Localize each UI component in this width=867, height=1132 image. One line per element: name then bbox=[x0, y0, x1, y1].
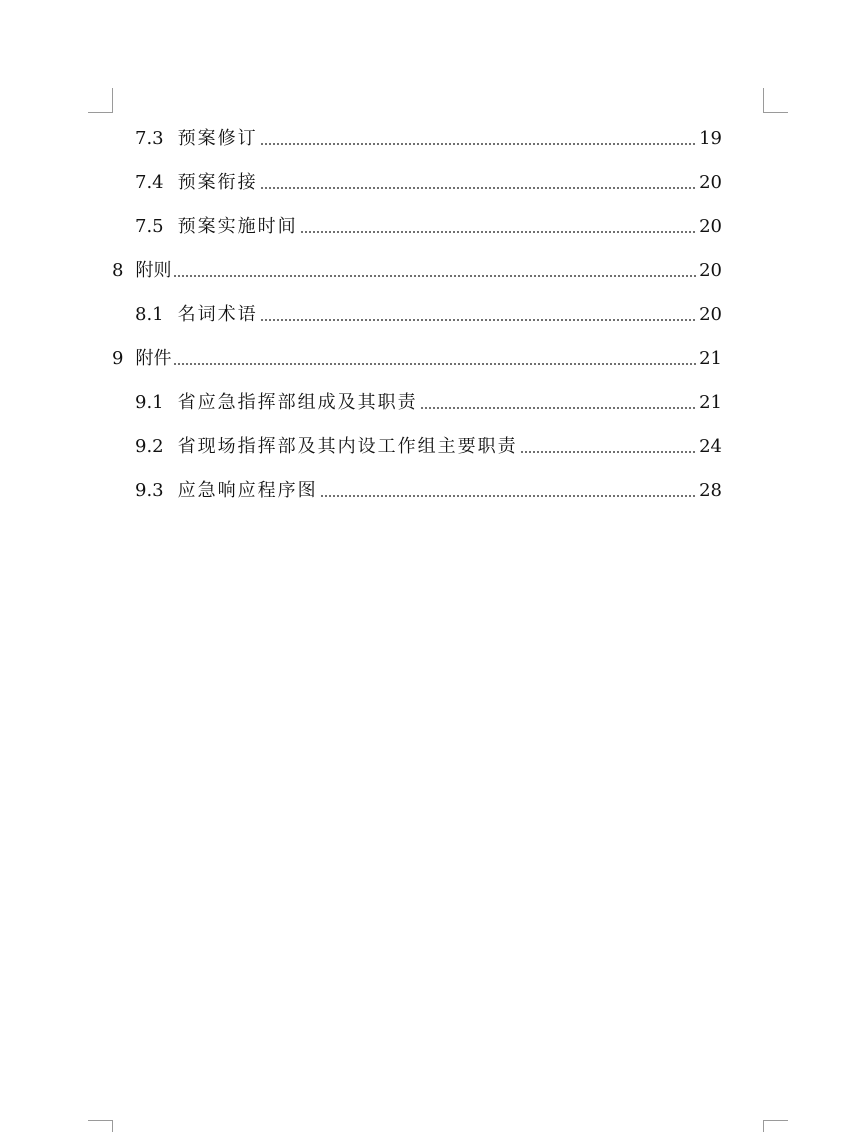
crop-mark-bottom-left bbox=[88, 1120, 113, 1132]
toc-entry-page: 20 bbox=[699, 172, 722, 193]
toc-entry-number: 9.3 bbox=[135, 480, 164, 501]
toc-entry-title: 省现场指挥部及其内设工作组主要职责 bbox=[177, 436, 518, 457]
toc-entry-page: 28 bbox=[699, 480, 722, 501]
crop-mark-bottom-right bbox=[763, 1120, 788, 1132]
toc-entry-9-3[interactable] bbox=[135, 469, 722, 513]
toc-entry-title: 附则 bbox=[135, 260, 172, 281]
toc-dot-leader bbox=[173, 363, 697, 365]
toc-dot-leader bbox=[420, 407, 697, 409]
toc-entry-number: 9.2 bbox=[135, 436, 164, 457]
toc-dot-leader bbox=[320, 495, 697, 497]
toc-entry-number: 7.5 bbox=[135, 216, 164, 237]
toc-entry-number: 7.3 bbox=[135, 128, 164, 149]
toc-entry-page: 20 bbox=[699, 304, 722, 325]
toc-entry-page: 21 bbox=[699, 392, 722, 413]
toc-entry-title: 省应急指挥部组成及其职责 bbox=[177, 392, 418, 413]
toc-entry-title: 名词术语 bbox=[177, 304, 258, 325]
toc-entry-7-5[interactable] bbox=[135, 205, 722, 249]
toc-entry-page: 20 bbox=[699, 260, 722, 281]
toc-entry-title: 预案衔接 bbox=[177, 172, 258, 193]
toc-entry-number: 7.4 bbox=[135, 172, 164, 193]
crop-mark-top-left bbox=[88, 88, 113, 113]
toc-entry-8[interactable] bbox=[112, 249, 722, 293]
toc-entry-9-1[interactable] bbox=[135, 381, 722, 425]
toc-entry-7-3[interactable] bbox=[135, 117, 722, 161]
toc-entry-number: 9 bbox=[112, 348, 124, 369]
toc-entry-title: 应急响应程序图 bbox=[177, 480, 318, 501]
toc-entry-8-1[interactable] bbox=[135, 293, 722, 337]
toc-entry-page: 20 bbox=[699, 216, 722, 237]
toc-entry-number: 8.1 bbox=[135, 304, 164, 325]
toc-dot-leader bbox=[260, 187, 697, 189]
toc-entry-number: 8 bbox=[112, 260, 124, 281]
toc-entry-number: 9.1 bbox=[135, 392, 164, 413]
toc-entry-7-4[interactable] bbox=[135, 161, 722, 205]
toc-dot-leader bbox=[260, 319, 697, 321]
toc-entry-page: 19 bbox=[699, 128, 722, 149]
toc-entry-9-2[interactable] bbox=[135, 425, 722, 469]
crop-mark-top-right bbox=[763, 88, 788, 113]
toc-entry-page: 24 bbox=[699, 436, 722, 457]
toc-entry-page: 21 bbox=[699, 348, 722, 369]
toc-entry-title: 附件 bbox=[135, 348, 172, 369]
toc-dot-leader bbox=[520, 451, 697, 453]
toc-entry-title: 预案实施时间 bbox=[177, 216, 298, 237]
toc-dot-leader bbox=[173, 275, 697, 277]
toc-dot-leader bbox=[260, 143, 697, 145]
toc-dot-leader bbox=[300, 231, 697, 233]
toc-entry-title: 预案修订 bbox=[177, 128, 258, 149]
toc-entry-9[interactable] bbox=[112, 337, 722, 381]
